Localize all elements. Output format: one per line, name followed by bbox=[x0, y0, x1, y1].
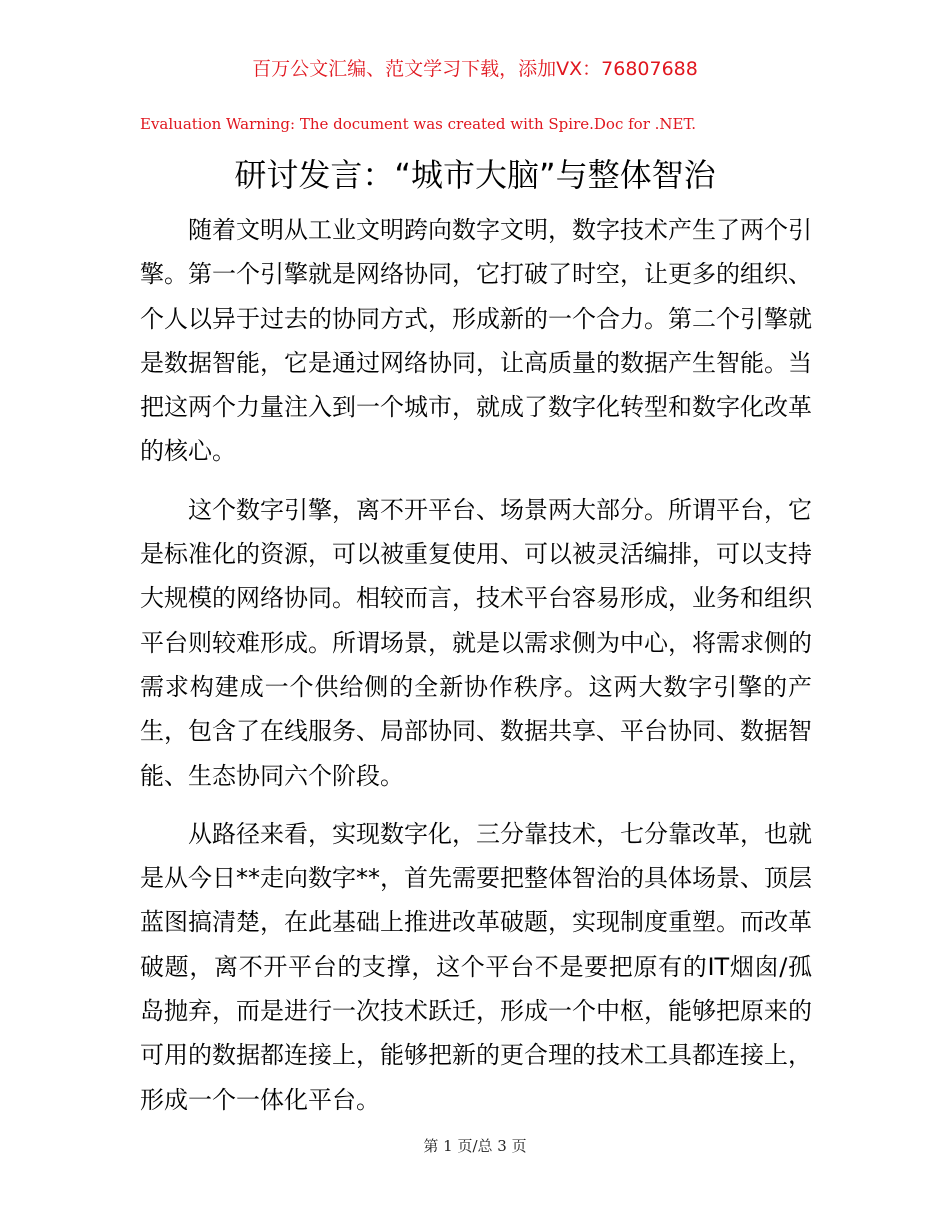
paragraph: 随着文明从工业文明跨向数字文明，数字技术产生了两个引擎。第一个引擎就是网络协同，它打破了时空，让更多的组织、个人以异于过去的协同方式，形成新的一个合力。第二个引擎就是数据智能，它是通过网络协同，让高质量的数据产生智能。当把这两个力量注入到一个城市，就成了数字化转型和数字化改革的核心。 bbox=[140, 216, 812, 466]
document-body bbox=[140, 208, 812, 1136]
evaluation-warning: Evaluation Warning: The document was created with Spire.Doc for .NET. bbox=[140, 115, 697, 133]
header-banner: 百万公文汇编、范文学习下载，添加VX：76807688 bbox=[252, 58, 698, 80]
paragraph: 从路径来看，实现数字化，三分靠技术，七分靠改革，也就是从今日**走向数字**，首先需要把整体智治的具体场景、顶层蓝图搞清楚，在此基础上推进改革破题，实现制度重塑。而改革破题，离不开平台的支撑，这个平台不是要把原有的IT烟囱/孤岛抛弃，而是进行一次技术跃迁，形成一个中枢，能够把原来的可用的数据都连接上，能够把新的更合理的技术工具都连接上，形成一个一体化平台。 bbox=[140, 819, 812, 1114]
page-number: 第 1 页/总 3 页 bbox=[423, 1137, 527, 1155]
document-title: 研讨发言：“城市大脑”与整体智治 bbox=[234, 156, 716, 194]
paragraph: 这个数字引擎，离不开平台、场景两大部分。所谓平台，它是标准化的资源，可以被重复使用、可以被灵活编排，可以支持大规模的网络协同。相较而言，技术平台容易形成，业务和组织平台则较难形成。所谓场景，就是以需求侧为中心，将需求侧的需求构建成一个供给侧的全新协作秩序。这两大数字引擎的产生，包含了在线服务、局部协同、数据共享、平台协同、数据智能、生态协同六个阶段。 bbox=[140, 495, 812, 790]
